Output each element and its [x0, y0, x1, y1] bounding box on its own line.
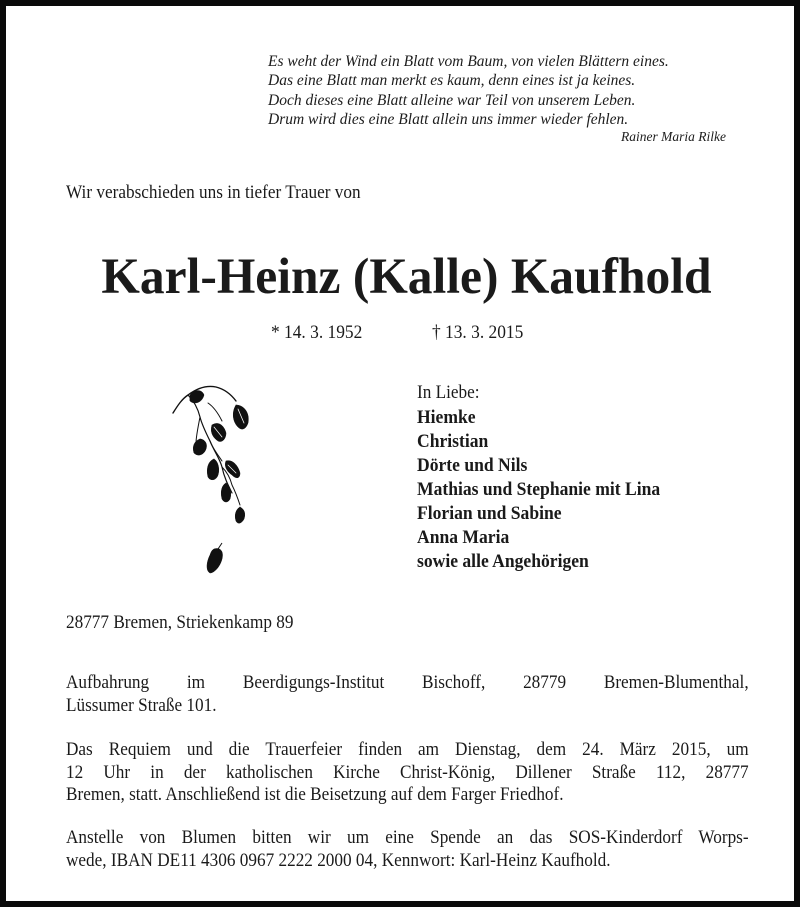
mourners-list	[417, 382, 673, 574]
mourner-name: Dörte und Nils	[417, 456, 528, 476]
mourner-name: Mathias und Stephanie mit Lina	[417, 480, 661, 500]
service-paragraph	[66, 739, 749, 807]
mourner-name: Anna Maria	[417, 528, 510, 548]
paragraph-line: Bremen, statt. Anschließend ist die Beisetzung auf dem Farger Friedhof.	[66, 785, 564, 805]
death-date: † 13. 3. 2015	[432, 323, 524, 343]
paragraph-line: Lüssumer Straße 101.	[66, 695, 217, 716]
viewing-paragraph	[66, 672, 749, 717]
falling-leaf-icon	[207, 543, 223, 573]
mourner-name: Hiemke	[417, 408, 476, 428]
mourner-name: Christian	[417, 432, 489, 452]
birth-date: * 14. 3. 1952	[271, 323, 363, 343]
leaf-branch-icon	[166, 381, 266, 581]
donation-paragraph	[66, 827, 749, 872]
poem-line: Doch dieses eine Blatt alleine war Teil von unserem Leben.	[268, 91, 636, 109]
paragraph-line: Aufbahrung im Beerdigungs-Institut Bischoff, 28779 Bremen-Blumenthal,	[66, 673, 749, 693]
mourners-heading: In Liebe:	[417, 383, 480, 403]
poem-line: Es weht der Wind ein Blatt vom Baum, von vielen Blättern eines.	[268, 53, 669, 70]
family-address: 28777 Bremen, Striekenkamp 89	[66, 613, 294, 633]
poem-author: Rainer Maria Rilke	[621, 129, 726, 144]
mourner-name: Florian und Sabine	[417, 504, 562, 524]
paragraph-line: Anstelle von Blumen bitten wir um eine Spende an das SOS-Kinderdorf Worps-	[66, 828, 749, 848]
paragraph-line: wede, IBAN DE11 4306 0967 2222 2000 04, Kennwort: Karl-Heinz Kaufhold.	[66, 850, 611, 871]
paragraph-line: Das Requiem und die Trauerfeier finden am Dienstag, dem 24. März 2015, um	[66, 740, 749, 760]
poem-line: Das eine Blatt man merkt es kaum, denn eines ist ja keines.	[268, 72, 636, 90]
paragraph-line: 12 Uhr in der katholischen Kirche Christ-König, Dillener Straße 112, 28777	[66, 762, 749, 783]
deceased-name-container	[6, 248, 800, 306]
intro-text: Wir verabschieden uns in tiefer Trauer von	[66, 183, 361, 203]
deceased-name: Karl-Heinz (Kalle) Kaufhold	[100, 249, 712, 305]
poem-line: Drum wird dies eine Blatt allein uns immer wieder fehlen.	[268, 110, 629, 128]
poem	[268, 52, 669, 129]
mourner-name: sowie alle Angehörigen	[417, 552, 589, 572]
